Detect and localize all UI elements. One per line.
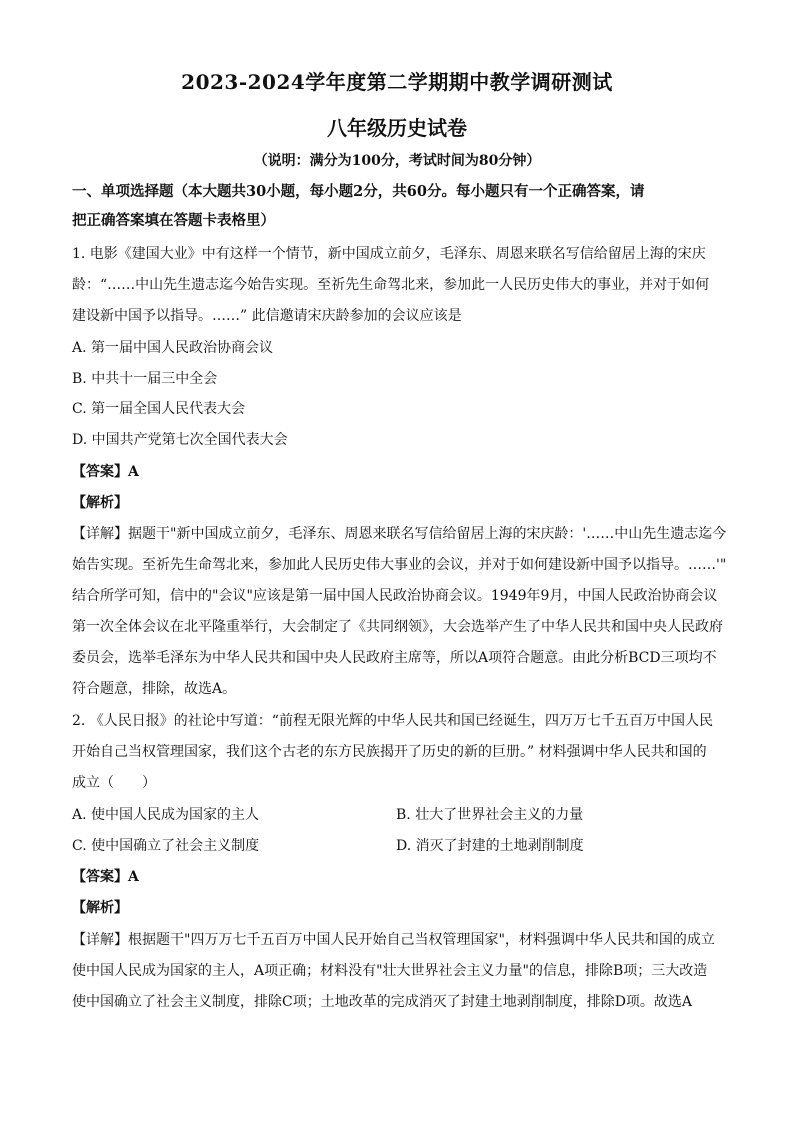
section-heading-line2: 把正确答案填在答题卡表格里） (72, 212, 275, 229)
q1-answer: 【答案】A (72, 464, 139, 480)
exam-title: 2023-2024学年度第二学期期中教学调研测试 (181, 70, 613, 94)
q2-stem-line: 2. 《人民日报》的社论中写道：“前程无限光辉的中华人民共和国已经诞生，四万万七千五百万中国人民 (72, 713, 713, 729)
q1-detail-line: 【详解】据题干"新中国成立前夕，毛泽东、周恩来联名写信给留居上海的宋庆龄：'……中山先生遗志迄今 (72, 526, 727, 542)
q2-detail-line: 使中国确立了社会主义制度，排除C项；土地改革的完成消灭了封建土地剥削制度，排除D项。故选A (72, 994, 693, 1010)
q2-analysis-label: 【解析】 (72, 900, 128, 916)
q1-option-a: A. 第一届中国人民政治协商会议 (72, 340, 274, 356)
q2-option-a: A. 使中国人民成为国家的主人 (72, 807, 260, 823)
q1-analysis-label: 【解析】 (72, 495, 128, 511)
exam-instructions: （说明：满分为100分，考试时间为80分钟） (253, 153, 541, 169)
q1-detail-line: 符合题意，排除，故选A。 (72, 681, 237, 697)
q1-stem-line: 龄：“……中山先生遗志迄今始告实现。至祈先生命驾北来，参加此一人民历史伟大的事业，并对于如何 (72, 277, 710, 293)
q2-stem-line: 开始自己当权管理国家，我们这个古老的东方民族揭开了历史的新的巨册。” 材料强调中华人民共和国的 (72, 744, 707, 760)
q2-stem-line: 成立（ ） (72, 775, 156, 791)
q2-detail-line: 【详解】根据题干"四万万七千五百万中国人民开始自己当权管理国家"，材料强调中华人民共和国的成立 (72, 932, 715, 948)
section-heading-line1: 一、单项选择题（本大题共30小题，每小题2分，共60分。每小题只有一个正确答案，请 (72, 183, 645, 200)
q2-detail-line: 使中国人民成为国家的主人，A项正确；材料没有"壮大世界社会主义力量"的信息，排除B项；三大改造 (72, 963, 708, 979)
q2-option-c: C. 使中国确立了社会主义制度 (72, 838, 260, 854)
q1-detail-line: 始告实现。至祈先生命驾北来，参加此人民历史伟大事业的会议，并对于如何建设新中国予以指导。……'" (72, 557, 727, 573)
q1-option-b: B. 中共十一届三中全会 (72, 371, 218, 387)
q2-option-d: D. 消灭了封建的土地剥削制度 (396, 838, 584, 854)
q1-detail-line: 委员会，选举毛泽东为中华人民共和国中央人民政府主席等，所以A项符合题意。由此分析BCD三项均不 (72, 650, 717, 666)
exam-subtitle: 八年级历史试卷 (327, 116, 467, 140)
q1-stem-line: 1. 电影《建国大业》中有这样一个情节，新中国成立前夕，毛泽东、周恩来联名写信给留居上海的宋庆 (72, 246, 706, 262)
q2-answer: 【答案】A (72, 869, 139, 885)
q1-option-d: D. 中国共产党第七次全国代表大会 (72, 432, 288, 448)
q2-option-b: B. 壮大了世界社会主义的力量 (396, 807, 584, 823)
q1-detail-line: 第一次全体会议在北平隆重举行，大会制定了《共同纲领》，大会选举产生了中华人民共和国中央人民政府 (72, 619, 723, 635)
q1-detail-line: 结合所学可知，信中的"会议"应该是第一届中国人民政治协商会议。1949年9月，中国人民政治协商会议 (72, 588, 718, 604)
q1-stem-line: 建设新中国予以指导。……” 此信邀请宋庆龄参加的会议应该是 (72, 308, 462, 324)
q1-option-c: C. 第一届全国人民代表大会 (72, 401, 246, 417)
